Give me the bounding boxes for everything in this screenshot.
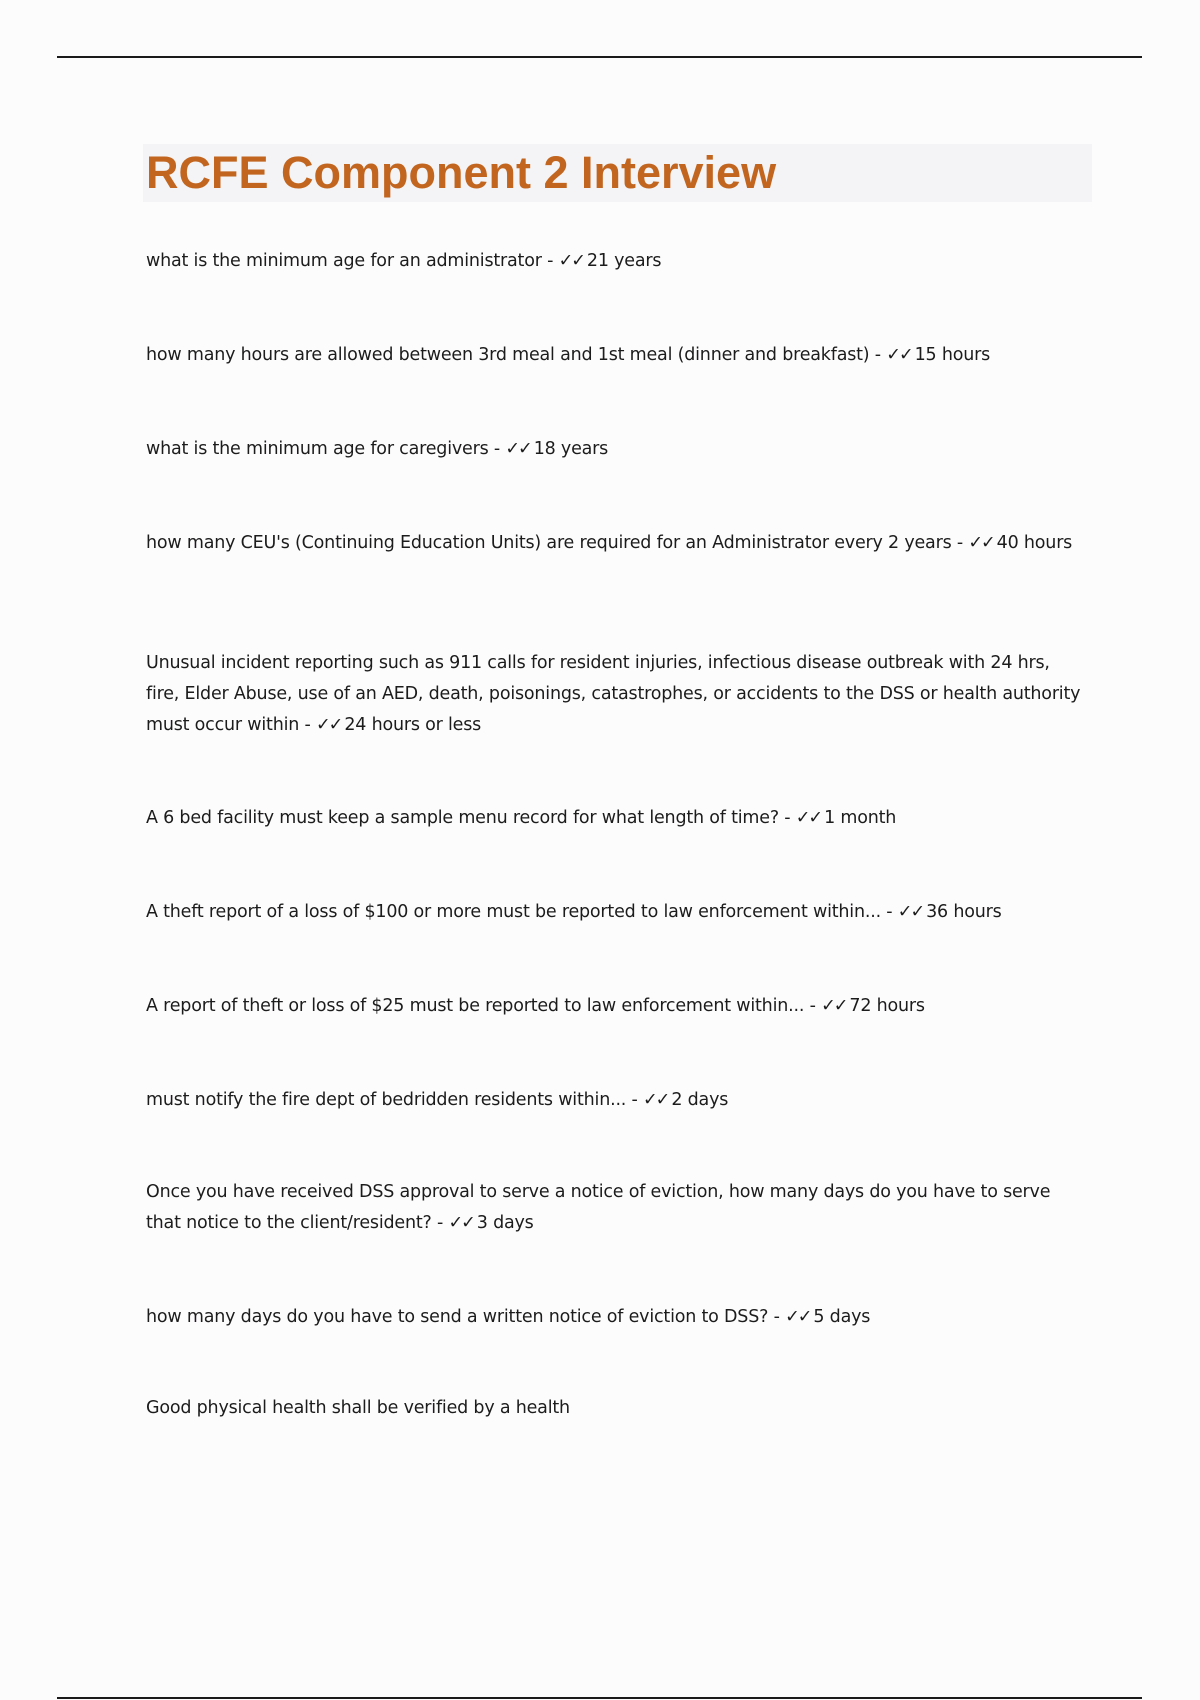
double-check-icon: ✓✓ [505,439,531,459]
answer-separator: - [626,1090,644,1110]
qa-item [146,246,1086,277]
double-check-icon: ✓✓ [968,533,994,553]
qa-item [146,991,1086,1022]
answer-text: 21 years [586,251,662,271]
document-title: RCFE Component 2 Interview [146,147,777,198]
question-text: A theft report of a loss of $100 or more must be reported to law enforcement within... [146,902,881,922]
answer-text: 24 hours or less [344,715,482,735]
answer-text: 40 hours [996,533,1073,553]
top-rule [57,56,1142,58]
qa-item [146,1085,1086,1116]
question-text: Unusual incident reporting such as 911 calls for resident injuries, infectious disease outbreak with 24 hrs, fire, Elder Abuse, use of an AED, death, poisonings, catastrophes, or accidents to the DSS or health authority must occur within [146,653,1081,735]
answer-separator: - [880,902,898,922]
question-text: how many days do you have to send a written notice of eviction to DSS? [146,1307,769,1327]
double-check-icon: ✓✓ [886,345,912,365]
trailing-text: Good physical health shall be verified by a health [146,1398,570,1418]
answer-separator: - [869,345,887,365]
answer-text: 1 month [824,808,897,828]
double-check-icon: ✓✓ [643,1090,669,1110]
answer-separator: - [541,251,559,271]
answer-text: 18 years [533,439,609,459]
answer-text: 72 hours [849,996,925,1016]
double-check-icon: ✓✓ [448,1213,474,1233]
qa-item [146,340,1086,371]
answer-separator: - [951,533,969,553]
qa-item [146,1302,1086,1333]
qa-item [146,528,1086,559]
question-text: A 6 bed facility must keep a sample menu record for what length of time? [146,808,779,828]
qa-item [146,1177,1086,1239]
question-text: A report of theft or loss of $25 must be reported to law enforcement within... [146,996,805,1016]
qa-item [146,648,1086,741]
question-text: what is the minimum age for an administrator [146,251,542,271]
question-text: Once you have received DSS approval to serve a notice of eviction, how many days do you have to serve that notice to the client/resident? [146,1182,1051,1233]
question-text: must notify the fire dept of bedridden residents within... [146,1090,627,1110]
double-check-icon: ✓✓ [821,996,847,1016]
bottom-rule [57,1697,1142,1699]
answer-separator: - [768,1307,786,1327]
double-check-icon: ✓✓ [558,251,584,271]
answer-separator: - [778,808,796,828]
double-check-icon: ✓✓ [316,715,342,735]
qa-item [146,434,1086,465]
qa-item [146,803,1086,834]
answer-text: 2 days [671,1090,729,1110]
question-text: what is the minimum age for caregivers [146,439,489,459]
answer-text: 3 days [476,1213,534,1233]
answer-separator: - [299,715,317,735]
answer-text: 15 hours [914,345,991,365]
double-check-icon: ✓✓ [795,808,822,828]
double-check-icon: ✓✓ [785,1307,811,1327]
qa-item [146,897,1086,928]
double-check-icon: ✓✓ [897,902,924,922]
question-text: how many hours are allowed between 3rd meal and 1st meal (dinner and breakfast) [146,345,870,365]
question-text: how many CEU's (Continuing Education Units) are required for an Administrator every 2 years [146,533,952,553]
answer-separator: - [431,1213,449,1233]
answer-text: 36 hours [926,902,1002,922]
answer-separator: - [488,439,506,459]
answer-text: 5 days [813,1307,871,1327]
answer-separator: - [804,996,822,1016]
